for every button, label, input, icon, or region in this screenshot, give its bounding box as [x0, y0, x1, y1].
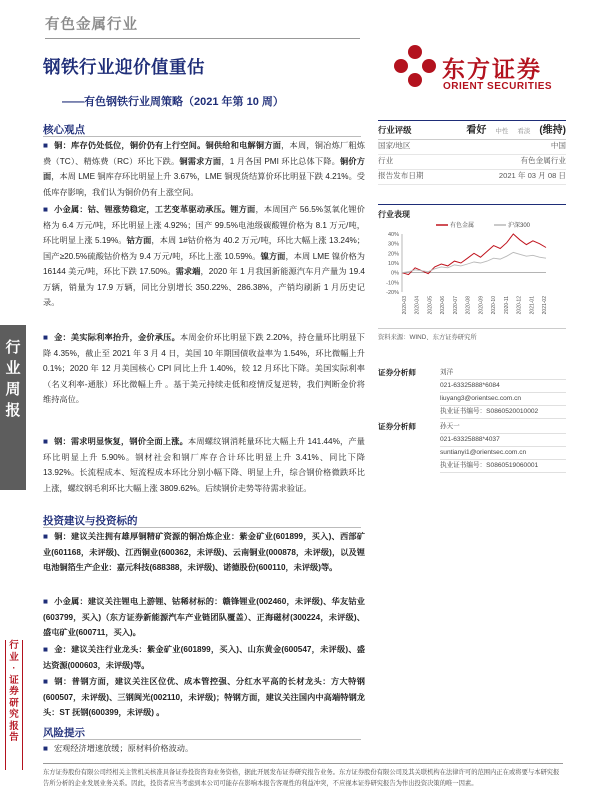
invest-minor-metals: ■ 小金属：建议关注锂电上游锂、钴稀材标的：赣锋锂业(002460，未评级)、华友钴业(603799，买入)（东方证券新能源汽车产业链团队覆盖）、正海磁材(300224，未评级)、盛屯矿业(600711，买入)。 — [43, 597, 365, 637]
y-tick-label: 30% — [387, 241, 399, 248]
core-views-rule — [43, 136, 361, 137]
info-row-region — [378, 140, 566, 155]
x-tick-label: 2021-02 — [542, 296, 548, 315]
brand-name-en: ORIENT SECURITIES — [443, 81, 553, 92]
x-tick-label: 2020-09 — [478, 296, 485, 315]
info-label: 国家/地区 — [378, 141, 411, 150]
chart-heading: 行业表现 — [378, 204, 566, 223]
core-view-steel: ■ 钢：需求明显恢复，钢价全面上涨。本周螺纹钢消耗量环比大幅上升 141.44%，产量环比明显上升 5.90%。钢材社会和钢厂库存合计环比明显上升 3.41%、同比下降 13.92%。长流程成本、短流程成本环比分别小幅下降、明显上升，综合钢价格微跌环比上涨，螺纹钢毛利环比大幅上涨 3809.62%。后续钢价走势等待需求验证。 — [43, 437, 365, 493]
rating-neutral: 中性 — [495, 128, 509, 135]
investment-rule — [43, 527, 361, 528]
analyst-phone: 021-63325888*4037 — [440, 433, 566, 447]
y-tick-label: -10% — [386, 280, 399, 287]
invest-copper: ■ 铜：建议关注拥有雄厚铜精矿资源的铜冶炼企业：紫金矿业(601899，买入)、西部矿业(601168，未评级)、江西铜业(600362，未评级)、云南铜业(000878，未评级)，以及锂电池铜箔生产企业：嘉元科技(688388，未评级)、诺德股份(600110，未评级)等。 — [43, 532, 365, 572]
footer-rule — [43, 763, 563, 764]
y-tick-label: 20% — [387, 251, 399, 258]
bullet-icon: ■ — [43, 437, 49, 446]
legend-label: 沪深300 — [508, 223, 531, 229]
invest-gold: ■ 金：建议关注行业龙头：紫金矿业(601899，买入)、山东黄金(600547，未评级)、盛达资源(000603，未评级)等。 — [43, 645, 365, 670]
x-tick-label: 2020-04 — [414, 296, 421, 315]
info-label: 报告发布日期 — [378, 171, 424, 180]
x-tick-label: 2020-05 — [427, 296, 434, 315]
x-tick-label: 2020-07 — [452, 296, 459, 315]
core-view-gold: ■ 金：美实际利率抬升，金价承压。本周金价环比明显下跌 2.20%，持仓量环比明显下降 4.35%，截止至 2021 年 3 月 4 日，美国 10 年期国债收益率为 1.54%，环比微幅上升 0.1%；2020 年 12 月美国核心 CPI 同比上升 1.40%，较 12 月环比下降。美国实际利率（名义利率-通胀）环比微幅上升 。基于美元持续走低和疫情反复逆转，我们判断金价将维持高位。 — [43, 333, 365, 404]
header-rule — [45, 38, 360, 39]
analyst-cert: 执业证书编号：S0860519060001 — [440, 459, 566, 473]
risk-rule — [43, 739, 361, 740]
analyst-role: 证券分析师 — [378, 422, 416, 431]
x-tick-label: 2020-08 — [465, 296, 472, 315]
x-tick-label: 2020-10 — [491, 296, 498, 315]
y-tick-label: 10% — [387, 261, 399, 267]
bullet-icon: ■ — [43, 205, 49, 214]
bullet-icon: ■ — [43, 597, 49, 606]
risk-heading: 风险提示 — [43, 727, 85, 739]
x-tick-label: 2020-12 — [516, 296, 523, 315]
x-tick-label: 2020-03 — [402, 296, 408, 315]
bullet-icon: ■ — [43, 744, 48, 753]
report-subtitle: ——有色钢铁行业周策略（2021 年第 10 周） — [62, 96, 284, 108]
rating-panel — [378, 120, 566, 185]
info-label: 行业 — [378, 156, 394, 165]
bullet-icon: ■ — [43, 333, 49, 342]
analyst-phone: 021-63325888*6084 — [440, 379, 566, 393]
chart-source: 资料来源：WIND、东方证券研究所 — [378, 328, 566, 341]
y-tick-label: 0% — [391, 270, 399, 277]
analyst-email[interactable]: suntianyi1@orientsec.com.cn — [440, 446, 566, 460]
rating-change: (维持) — [539, 125, 566, 136]
y-tick-label: -20% — [386, 290, 399, 296]
report-title: 钢铁行业迎价值重估 — [43, 57, 205, 77]
report-type-label: 行业周报 — [5, 339, 21, 419]
bullet-icon: ■ — [43, 645, 49, 654]
y-tick-label: 40% — [387, 232, 399, 238]
core-view-copper: ■ 铜：库存仍处低位，铜价仍有上行空间。铜供给和电解铜方面，本周，铜冶炼厂粗炼费（TC）、精炼费（RC）环比下跌。铜需求方面，1 月各国 PMI 环比总体下降。铜价方面，本周 LME 铜库存环比明显上升 3.67%，LME 铜现货结算价环比明显下跌 4.21%。受低库存影响，我们认为铜价仍有上涨空间。 — [43, 141, 365, 197]
industry-tag: 有色金属行业 — [45, 17, 138, 33]
core-views-heading: 核心观点 — [43, 124, 85, 136]
analyst-email[interactable]: liuyang3@orientsec.com.cn — [440, 392, 566, 406]
analyst-role: 证券分析师 — [378, 368, 416, 377]
legend-label: 有色金属 — [450, 223, 475, 229]
x-tick-label: 2021-01 — [529, 296, 536, 315]
analyst-cert: 执业证书编号：S0860520010002 — [440, 405, 566, 419]
info-row-industry — [378, 155, 566, 170]
rating-value: 看好 — [466, 125, 487, 136]
bullet-icon: ■ — [43, 677, 49, 686]
info-value: 中国 — [550, 141, 566, 150]
investment-heading: 投资建议与投资标的 — [43, 515, 138, 527]
footer-disclaimer: 东方证券股份有限公司经相关主管机关核准具备证券投资咨询业务资格，据此开展发布证券研究报告业务。东方证券股份有限公司及其关联机构在法律许可的范围内正在或将要与本研究报告所分析的企业发展业务关系。因此，投资者应当考虑到本公司可能存在影响本报告客观性的利益冲突，不应视本证券研究报告为作出投资决策的唯一因素。 — [43, 769, 560, 787]
rating-row — [378, 120, 566, 140]
x-tick-label: 2020-11 — [503, 296, 510, 314]
side-strip-label: 行业·证券研究报告 — [9, 640, 19, 743]
x-tick-label: 2020-06 — [440, 296, 447, 315]
analyst-name: 刘洋 — [440, 366, 566, 380]
core-view-minor-metals: ■ 小金属：钴、锂涨势稳定，工艺变革驱动承压。锂方面，本周国产 56.5%氢氧化锂价格为 6.4 万元/吨，环比明显上涨 4.92%；国产 99.5%电池级碳酸锂价格为 8.1 万元/吨，环比明显上涨 5.19%。钴方面，本周 1#钴价格为 40.2 万元/吨，环比大幅上涨 13.24%；国产≥20.5%硫酸钴价格为 9.4 万元/吨，环比上涨 10.59%。镍方面，本周 LME 镍价格为 16144 美元/吨，环比下跌 17.50%。需求端，2020 年 1 月我国新能源汽车月产量为 19.4 万辆，销量为 17.9 万辆，同比分别增长 350.22%、286.38%，产销均刷新 1 月历史记录。 — [43, 205, 365, 307]
series-line — [402, 234, 546, 275]
rating-negative: 看淡 — [517, 128, 531, 135]
brand-name: 东方证券 — [442, 56, 542, 82]
info-value: 有色金属行业 — [520, 156, 566, 165]
info-row-date — [378, 170, 566, 185]
risk-item: ■ 宏观经济增速放缓；原材料价格波动。 — [43, 744, 194, 753]
info-value: 2021 年 03 月 08 日 — [498, 171, 566, 180]
analyst-name: 孙天一 — [440, 420, 566, 434]
analyst-1 — [378, 366, 566, 418]
orient-securities-logo-icon — [392, 43, 438, 89]
bullet-icon: ■ — [43, 141, 49, 150]
analyst-2 — [378, 420, 566, 472]
rating-values — [466, 121, 566, 136]
rating-label: 行业评级 — [378, 125, 412, 135]
side-strip-line-left — [5, 640, 6, 770]
series-line — [402, 252, 546, 272]
bullet-icon: ■ — [43, 532, 49, 541]
side-strip-line-right — [22, 640, 23, 770]
industry-performance-chart — [378, 220, 566, 326]
invest-steel: ■ 钢：普钢方面，建议关注区位优、成本管控强、分红水平高的长材龙头：方大特钢(600507，未评级)、三钢闽光(002110，未评级)；特钢方面，建议关注国内中高端特钢龙头：ST 抚钢(600399，未评级) 。 — [43, 677, 365, 717]
